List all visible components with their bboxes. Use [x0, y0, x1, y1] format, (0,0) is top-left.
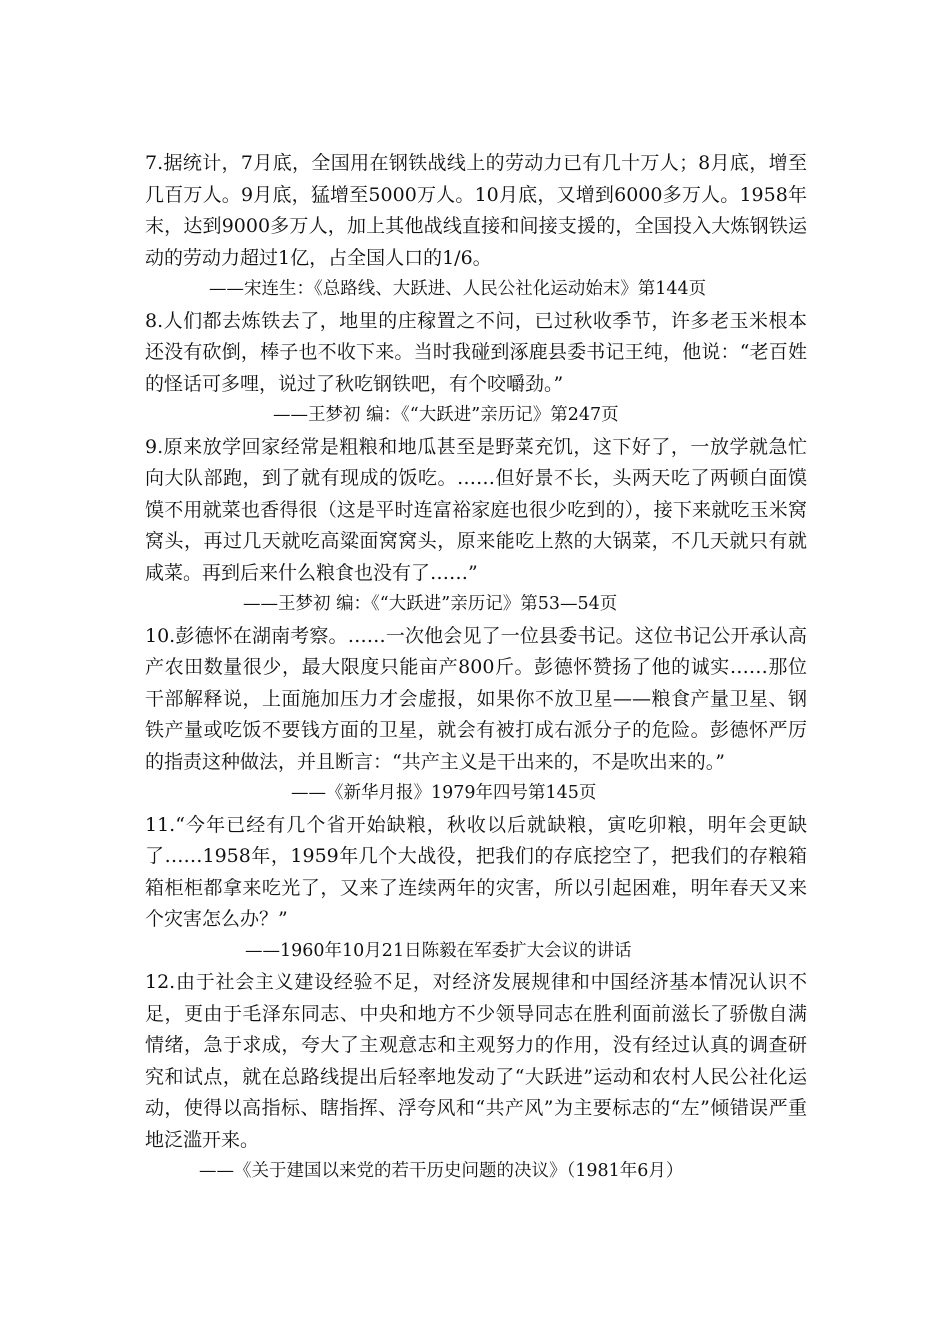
excerpt-10: 10.彭德怀在湖南考察。……一次他会见了一位县委书记。这位书记公开承认高产农田数量很少，最大限度只能亩产800斤。彭德怀赞扬了他的诚实……那位干部解释说，上面施加压力才会虚报，如果你不放卫星——粮食产量卫星、钢铁产量或吃饭不要钱方面的卫星，就会有被打成右派分子的危险。彭德怀严厉的指责这种做法，并且断言：“共产主义是干出来的，不是吹出来的。”	[145, 624, 807, 773]
excerpt-8: 8.人们都去炼铁去了，地里的庄稼置之不问，已过秋收季节，许多老玉米根本还没有砍倒，棒子也不收下来。当时我碰到涿鹿县委书记王纯，他说：“老百姓的怪话可多哩，说过了秋吃钢铁吧，有个咬嚼劲。”	[145, 309, 807, 395]
document-body	[145, 148, 807, 1188]
citation-11: ——1960年10月21日陈毅在军委扩大会议的讲话	[245, 940, 632, 961]
excerpt-9: 9.原来放学回家经常是粗粮和地瓜甚至是野菜充饥，这下好了，一放学就急忙向大队部跑，到了就有现成的饭吃。……但好景不长，头两天吃了两顿白面馍馍不用就菜也香得很（这是平时连富裕家庭也很少吃到的），接下来就吃玉米窝窝头，再过几天就吃高粱面窝窝头，原来能吃上熬的大锅菜，不几天就只有就咸菜。再到后来什么粮食也没有了……”	[145, 435, 807, 584]
citation-9: ——王梦初 编：《“大跃进”亲历记》第53—54页	[243, 594, 618, 614]
excerpt-12: 12.由于社会主义建设经验不足，对经济发展规律和中国经济基本情况认识不足，更由于毛泽东同志、中央和地方不少领导同志在胜利面前滋长了骄傲自满情绪，急于求成，夸大了主观意志和主观努力的作用，没有经过认真的调查研究和试点，就在总路线提出后轻率地发动了“大跃进”运动和农村人民公社化运动，使得以高指标、瞎指挥、浮夸风和“共产风”为主要标志的“左”倾错误严重地泛滥开来。	[145, 971, 807, 1151]
citation-7: ——宋连生：《总路线、大跃进、人民公社化运动始末》第144页	[209, 279, 707, 299]
citation-8: ——王梦初 编：《“大跃进”亲历记》第247页	[273, 405, 619, 425]
citation-12: ——《关于建国以来党的若干历史问题的决议》（1981年6月）	[199, 1161, 684, 1181]
excerpt-7: 7.据统计，7月底，全国用在钢铁战线上的劳动力已有几十万人；8月底，增至几百万人。9月底，猛增至5000万人。10月底，又增到6000多万人。1958年末，达到9000多万人，加上其他战线直接和间接支援的，全国投入大炼钢铁运动的劳动力超过1亿，占全国人口的1/6。	[145, 152, 807, 269]
excerpt-11: 11.“今年已经有几个省开始缺粮，秋收以后就缺粮，寅吃卯粮，明年会更缺了……1958年，1959年几个大战役，把我们的存底挖空了，把我们的存粮箱箱柜柜都拿来吃光了，又来了连续两年的灾害，所以引起困难，明年春天又来个灾害怎么办？”	[145, 813, 807, 930]
citation-10: ——《新华月报》1979年四号第145页	[291, 783, 597, 803]
